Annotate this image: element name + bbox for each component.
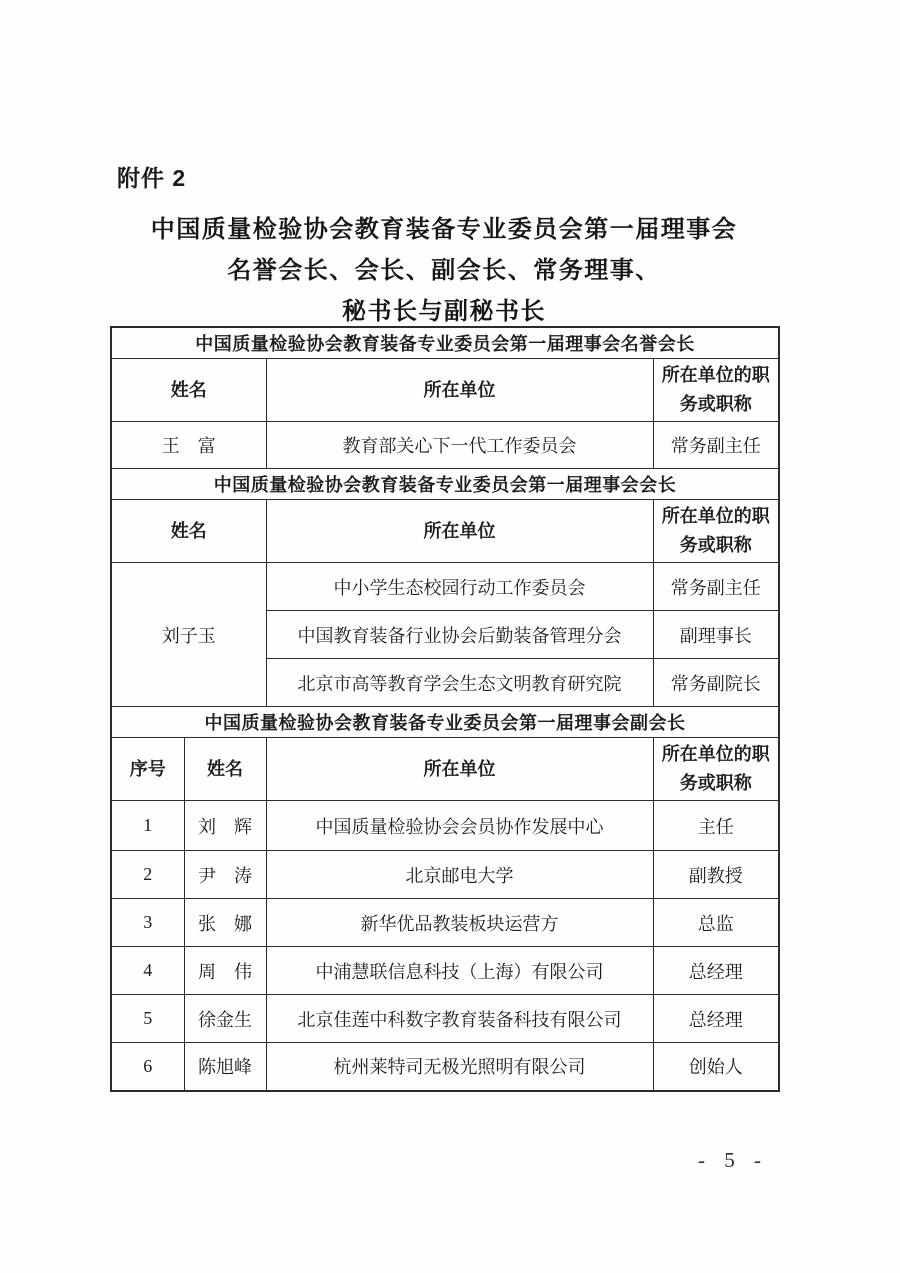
table-row [111, 947, 779, 995]
title-line-1: 中国质量检验协会教育装备专业委员会第一届理事会 [150, 217, 738, 243]
title-line-2: 名誉会长、会长、副会长、常务理事、 [227, 258, 661, 284]
cell-index: 1 [111, 801, 184, 851]
cell-name: 刘子玉 [111, 563, 266, 707]
section3-title-row [111, 707, 779, 738]
cell-index: 6 [111, 1043, 184, 1091]
header-name: 姓名 [111, 359, 266, 422]
header-position: 所在单位的职务或职称 [653, 359, 779, 422]
document-title [110, 210, 778, 333]
cell-position: 常务副院长 [653, 659, 779, 707]
table-row [111, 851, 779, 899]
table-row [111, 1043, 779, 1091]
cell-position: 主任 [653, 801, 779, 851]
section-title: 中国质量检验协会教育装备专业委员会第一届理事会名誉会长 [111, 327, 779, 359]
cell-name: 陈旭峰 [184, 1043, 266, 1091]
table-row [111, 995, 779, 1043]
section-title: 中国质量检验协会教育装备专业委员会第一届理事会副会长 [111, 707, 779, 738]
cell-index: 5 [111, 995, 184, 1043]
cell-position: 总经理 [653, 947, 779, 995]
cell-org: 北京邮电大学 [266, 851, 653, 899]
cell-org: 中国教育装备行业协会后勤装备管理分会 [266, 611, 653, 659]
table-row [111, 422, 779, 469]
section3-header-row [111, 738, 779, 801]
cell-org: 中小学生态校园行动工作委员会 [266, 563, 653, 611]
cell-position: 总经理 [653, 995, 779, 1043]
cell-org: 杭州莱特司无极光照明有限公司 [266, 1043, 653, 1091]
header-position: 所在单位的职务或职称 [653, 500, 779, 563]
cell-name: 刘 辉 [184, 801, 266, 851]
table-row [111, 563, 779, 611]
cell-name: 尹 涛 [184, 851, 266, 899]
section2-title-row [111, 469, 779, 500]
section2-header-row [111, 500, 779, 563]
section1-title-row [111, 327, 779, 359]
cell-org: 北京市高等教育学会生态文明教育研究院 [266, 659, 653, 707]
cell-org: 北京佳莲中科数字教育装备科技有限公司 [266, 995, 653, 1043]
table-row [111, 801, 779, 851]
officers-table [110, 326, 780, 1092]
section1-header-row [111, 359, 779, 422]
cell-name: 王 富 [111, 422, 266, 469]
cell-position: 常务副主任 [653, 563, 779, 611]
cell-org: 中国质量检验协会会员协作发展中心 [266, 801, 653, 851]
cell-org: 新华优品教装板块运营方 [266, 899, 653, 947]
cell-position: 副理事长 [653, 611, 779, 659]
cell-org: 教育部关心下一代工作委员会 [266, 422, 653, 469]
cell-position: 常务副主任 [653, 422, 779, 469]
header-position: 所在单位的职务或职称 [653, 738, 779, 801]
cell-position: 副教授 [653, 851, 779, 899]
cell-index: 2 [111, 851, 184, 899]
attachment-label: 附件 2 [117, 165, 187, 191]
header-org: 所在单位 [266, 359, 653, 422]
header-org: 所在单位 [266, 500, 653, 563]
cell-name: 徐金生 [184, 995, 266, 1043]
title-line-3: 秘书长与副秘书长 [342, 299, 546, 325]
cell-position: 创始人 [653, 1043, 779, 1091]
header-org: 所在单位 [266, 738, 653, 801]
cell-name: 张 娜 [184, 899, 266, 947]
cell-position: 总监 [653, 899, 779, 947]
page-number: - 5 - [698, 1148, 768, 1172]
cell-index: 3 [111, 899, 184, 947]
cell-index: 4 [111, 947, 184, 995]
section-title: 中国质量检验协会教育装备专业委员会第一届理事会会长 [111, 469, 779, 500]
cell-name: 周 伟 [184, 947, 266, 995]
header-index: 序号 [111, 738, 184, 801]
header-name: 姓名 [184, 738, 266, 801]
table-row [111, 899, 779, 947]
cell-org: 中浦慧联信息科技（上海）有限公司 [266, 947, 653, 995]
header-name: 姓名 [111, 500, 266, 563]
